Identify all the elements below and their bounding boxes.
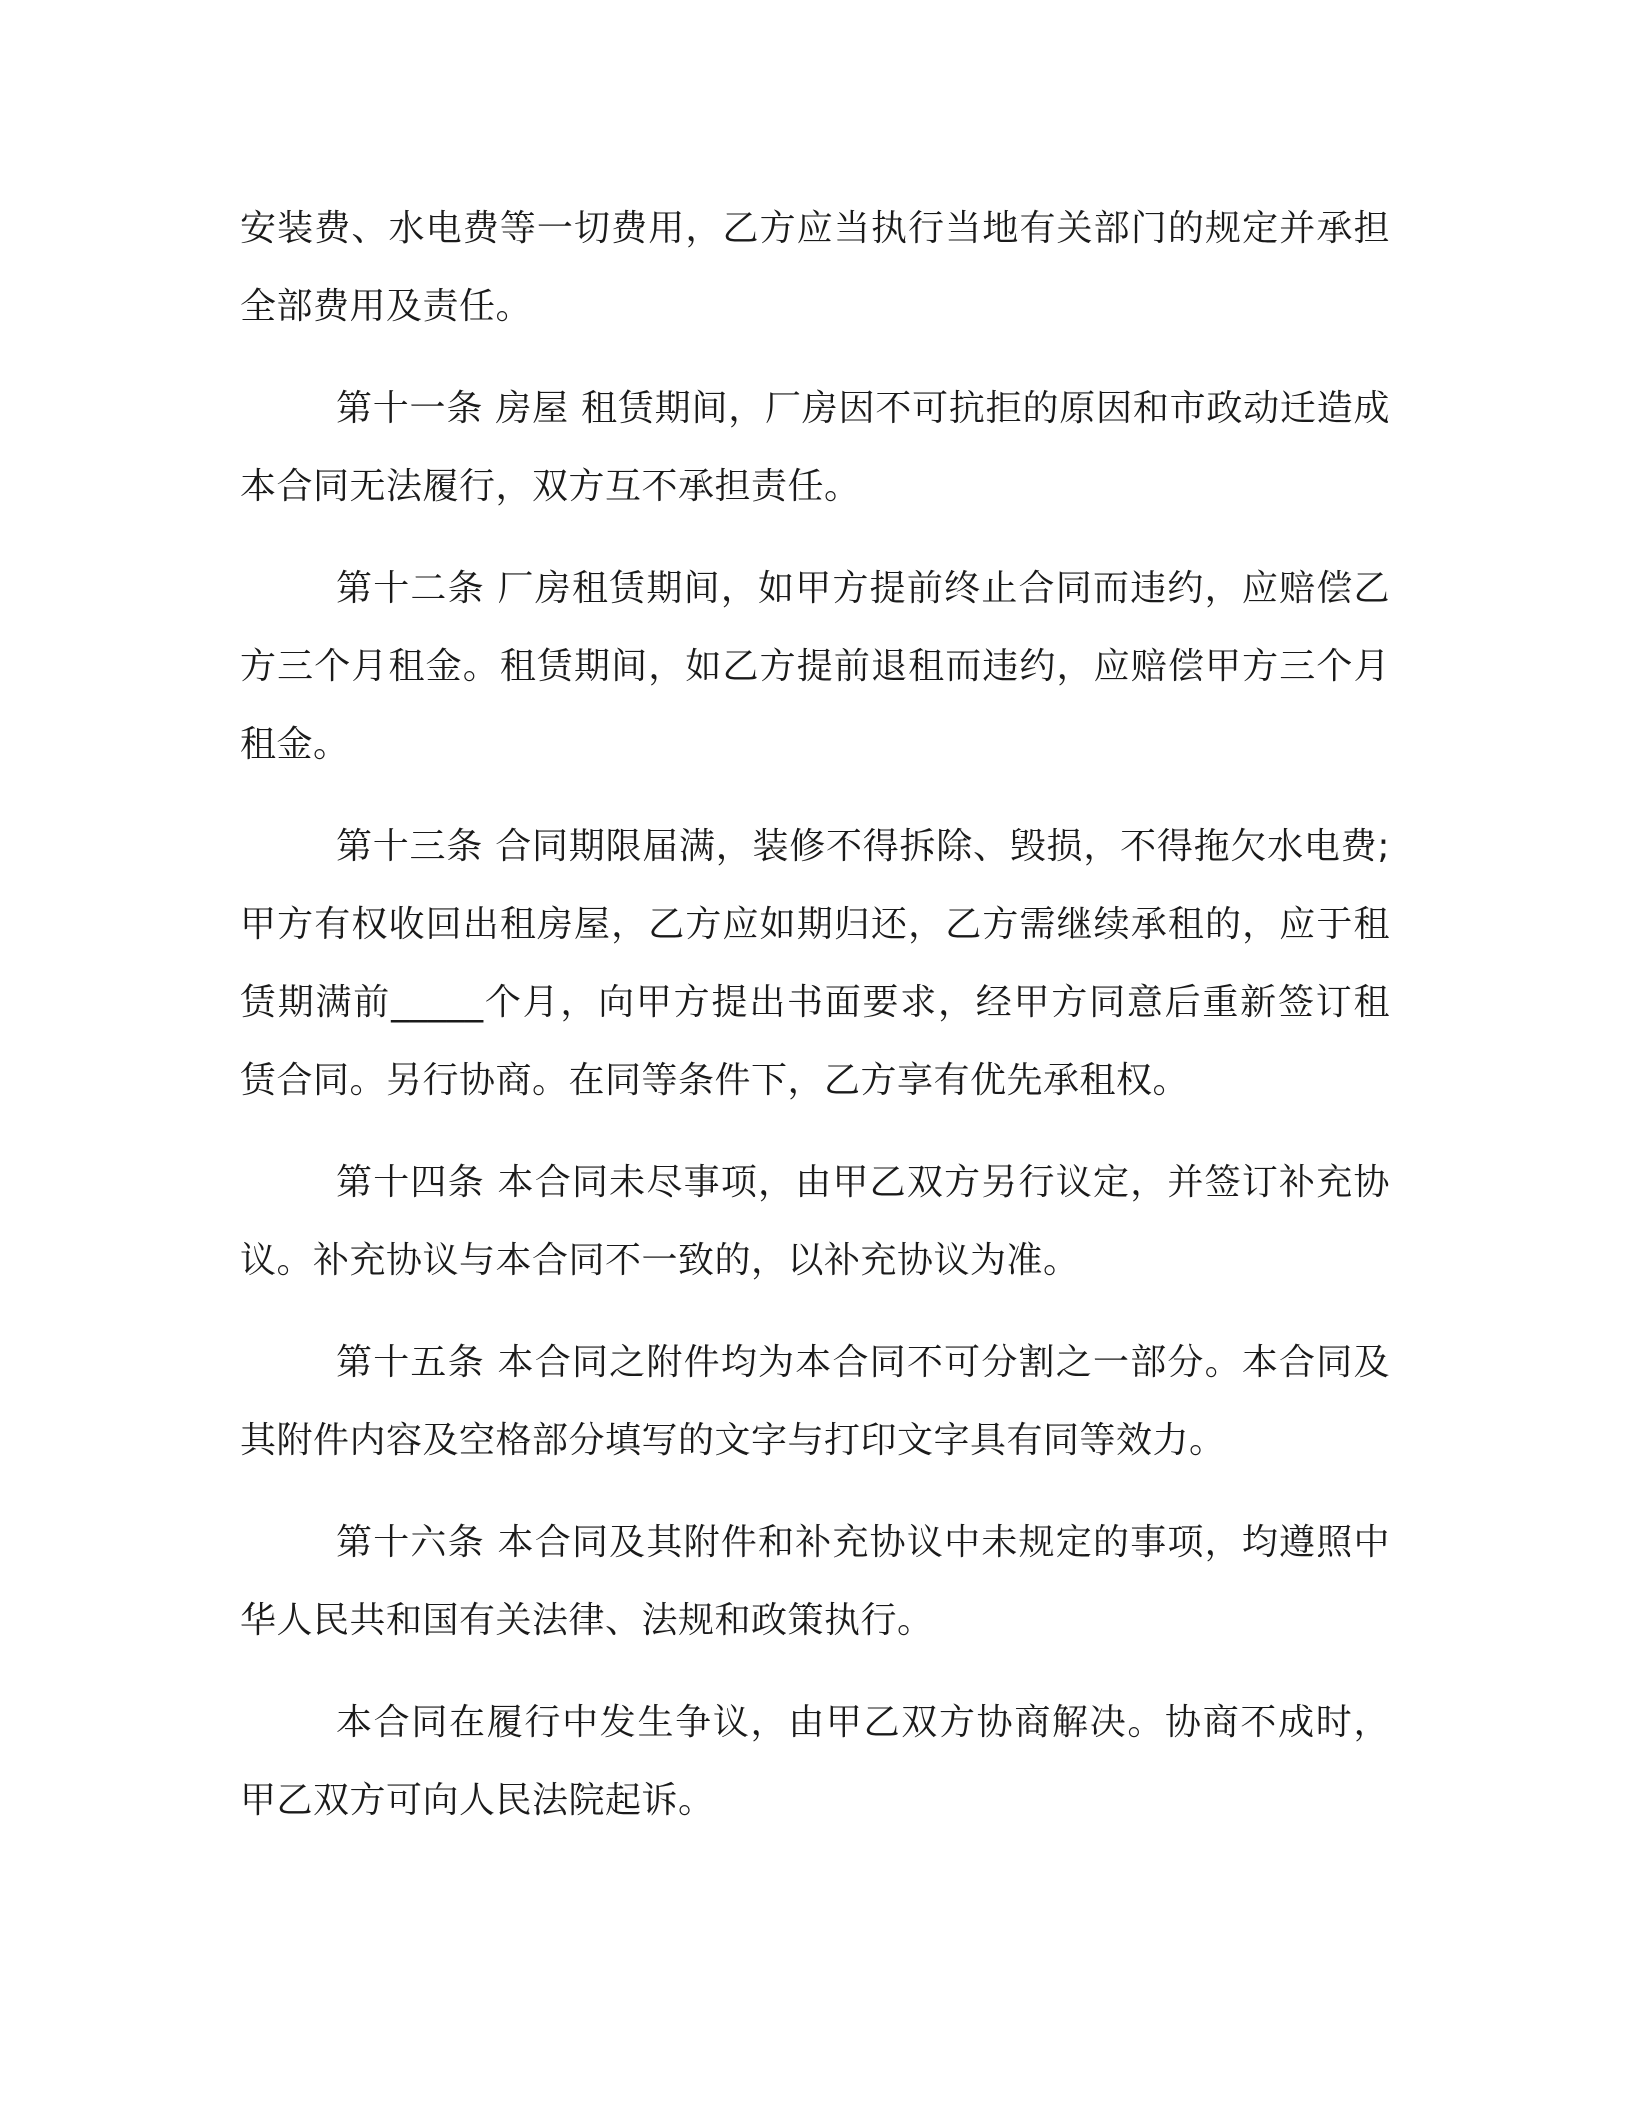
paragraph-article-11: 第十一条 房屋 租赁期间，厂房因不可抗拒的原因和市政动迁造成本合同无法履行，双方互不承担责任。: [240, 388, 1390, 507]
document-body: [240, 190, 1390, 1864]
paragraph-article-14: 第十四条 本合同未尽事项，由甲乙双方另行议定，并签订补充协议。补充协议与本合同不一致的，以补充协议为准。: [240, 1162, 1390, 1281]
paragraph-article-13: 第十三条 合同期限届满，装修不得拆除、毁损，不得拖欠水电费;甲方有权收回出租房屋，乙方应如期归还，乙方需继续承租的，应于租赁期满前_____个月，向甲方提出书面要求，经甲方同意后重新签订租赁合同。另行协商。在同等条件下，乙方享有优先承租权。: [240, 826, 1390, 1101]
paragraph-article-15: 第十五条 本合同之附件均为本合同不可分割之一部分。本合同及其附件内容及空格部分填写的文字与打印文字具有同等效力。: [240, 1342, 1390, 1461]
paragraph-fees-continuation: 安装费、水电费等一切费用，乙方应当执行当地有关部门的规定并承担全部费用及责任。: [240, 208, 1390, 327]
paragraph-article-12: 第十二条 厂房租赁期间，如甲方提前终止合同而违约，应赔偿乙方三个月租金。租赁期间，如乙方提前退租而违约，应赔偿甲方三个月租金。: [240, 568, 1390, 765]
paragraph-article-16: 第十六条 本合同及其附件和补充协议中未规定的事项，均遵照中华人民共和国有关法律、法规和政策执行。: [240, 1522, 1390, 1641]
paragraph-dispute-resolution: 本合同在履行中发生争议，由甲乙双方协商解决。协商不成时，甲乙双方可向人民法院起诉。: [240, 1702, 1390, 1821]
